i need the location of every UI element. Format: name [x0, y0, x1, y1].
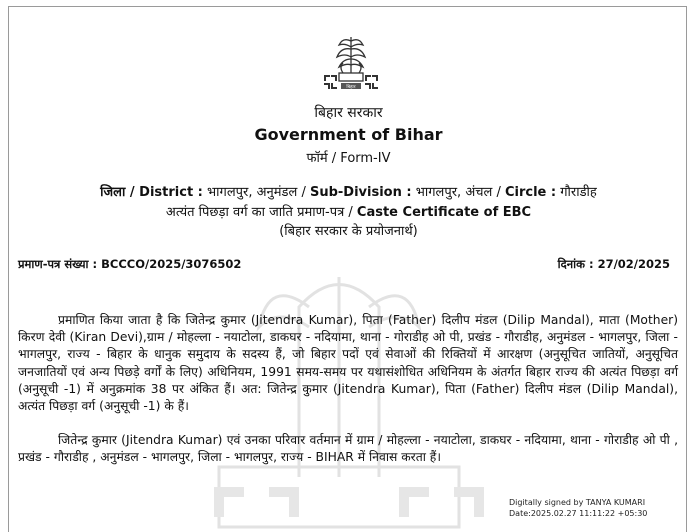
- govt-hindi-title: बिहार सरकार: [314, 105, 383, 121]
- certificate-body-paragraph-2: जितेन्द्र कुमार (Jitendra Kumar) एवं उनका परिवार वर्तमान में ग्राम / मोहल्ला - नयाटोला, डाकघर - नदियामा, थाना - गोराडीह ओ पी , प्रखंड - गौराडीह , अनुमंडल - भागलपुर, जिला - भागलपुर, राज्य - BIHAR में निवास करता हैं।: [18, 433, 678, 465]
- digital-signature: [509, 497, 647, 519]
- certificate-number: [18, 257, 241, 272]
- certificate-number-label: प्रमाण-पत्र संख्या :: [18, 257, 98, 271]
- district-value: भागलपुर, अनुमंडल /: [202, 185, 310, 200]
- subdivision-value: भागलपुर, अंचल /: [411, 185, 505, 200]
- circle-value: गौराडीह: [556, 185, 597, 200]
- certificate-title-english: Caste Certificate of EBC: [356, 205, 532, 220]
- form-label: फॉर्म / Form-IV: [306, 151, 391, 166]
- certificate-title: [9, 202, 687, 220]
- certificate-title-hindi: अत्यंत पिछड़ा वर्ग का जाति प्रमाण-पत्र /: [165, 205, 357, 220]
- emblem-label: बिहार: [346, 85, 356, 90]
- subdivision-label: Sub-Division :: [309, 185, 412, 200]
- certificate-date-value: 27/02/2025: [597, 257, 670, 271]
- certificate-date-label: दिनांक :: [557, 257, 594, 271]
- bihar-emblem-icon: [321, 33, 381, 91]
- signature-line-2: Date:2025.02.27 11:11:22 +05:30: [509, 509, 648, 518]
- location-line: [9, 182, 687, 200]
- certificate-body-paragraph-1: प्रमाणित किया जाता है कि जितेन्द्र कुमार (Jitendra Kumar), पिता (Father) दिलीप मंडल (Dilip Mandal), माता (Mother) किरण देवी (Kiran Devi),ग्राम / मोहल्ला - नयाटोला, डाकघर - नदियामा, थाना - गोराडीह ओ पी, प्रखंड - गौराडीह, अनुमंडल - भागलपुर, जिला - भागलपुर, राज्य - बिहार के धानुक समुदाय के सदस्य हैं, जो बिहार पदों एवं सेवाओं की रिक्तियों में आरक्षण (अनुसूचित जातियों, अनुसूचित जनजातियों एवं अन्य पिछड़े वर्गों के लिए) अधिनियम, 1991 समय-समय पर यथासंशोधित अधिनियम के अंतर्गत बिहार राज्य की अत्यंत पिछड़ा वर्ग (अनुसूची -1) में अनुक्रमांक 38 पर अंकित हैं। अत: जितेन्द्र कुमार (Jitendra Kumar), पिता (Father) दिलीप मंडल (Dilip Mandal), अत्यंत पिछड़ा वर्ग (अनुसूची -1) के हैं।: [18, 313, 678, 414]
- certificate-date: [558, 257, 670, 272]
- govt-english-title: Government of Bihar: [254, 125, 443, 144]
- certificate-purpose: (बिहार सरकार के प्रयोजनार्थ): [279, 224, 418, 239]
- circle-label: Circle :: [504, 185, 557, 200]
- signature-line-1: Digitally signed by TANYA KUMARI: [509, 498, 646, 507]
- district-label: जिला / District :: [100, 185, 203, 200]
- certificate-number-value: BCCCO/2025/3076502: [101, 257, 242, 271]
- certificate-page: [8, 6, 687, 532]
